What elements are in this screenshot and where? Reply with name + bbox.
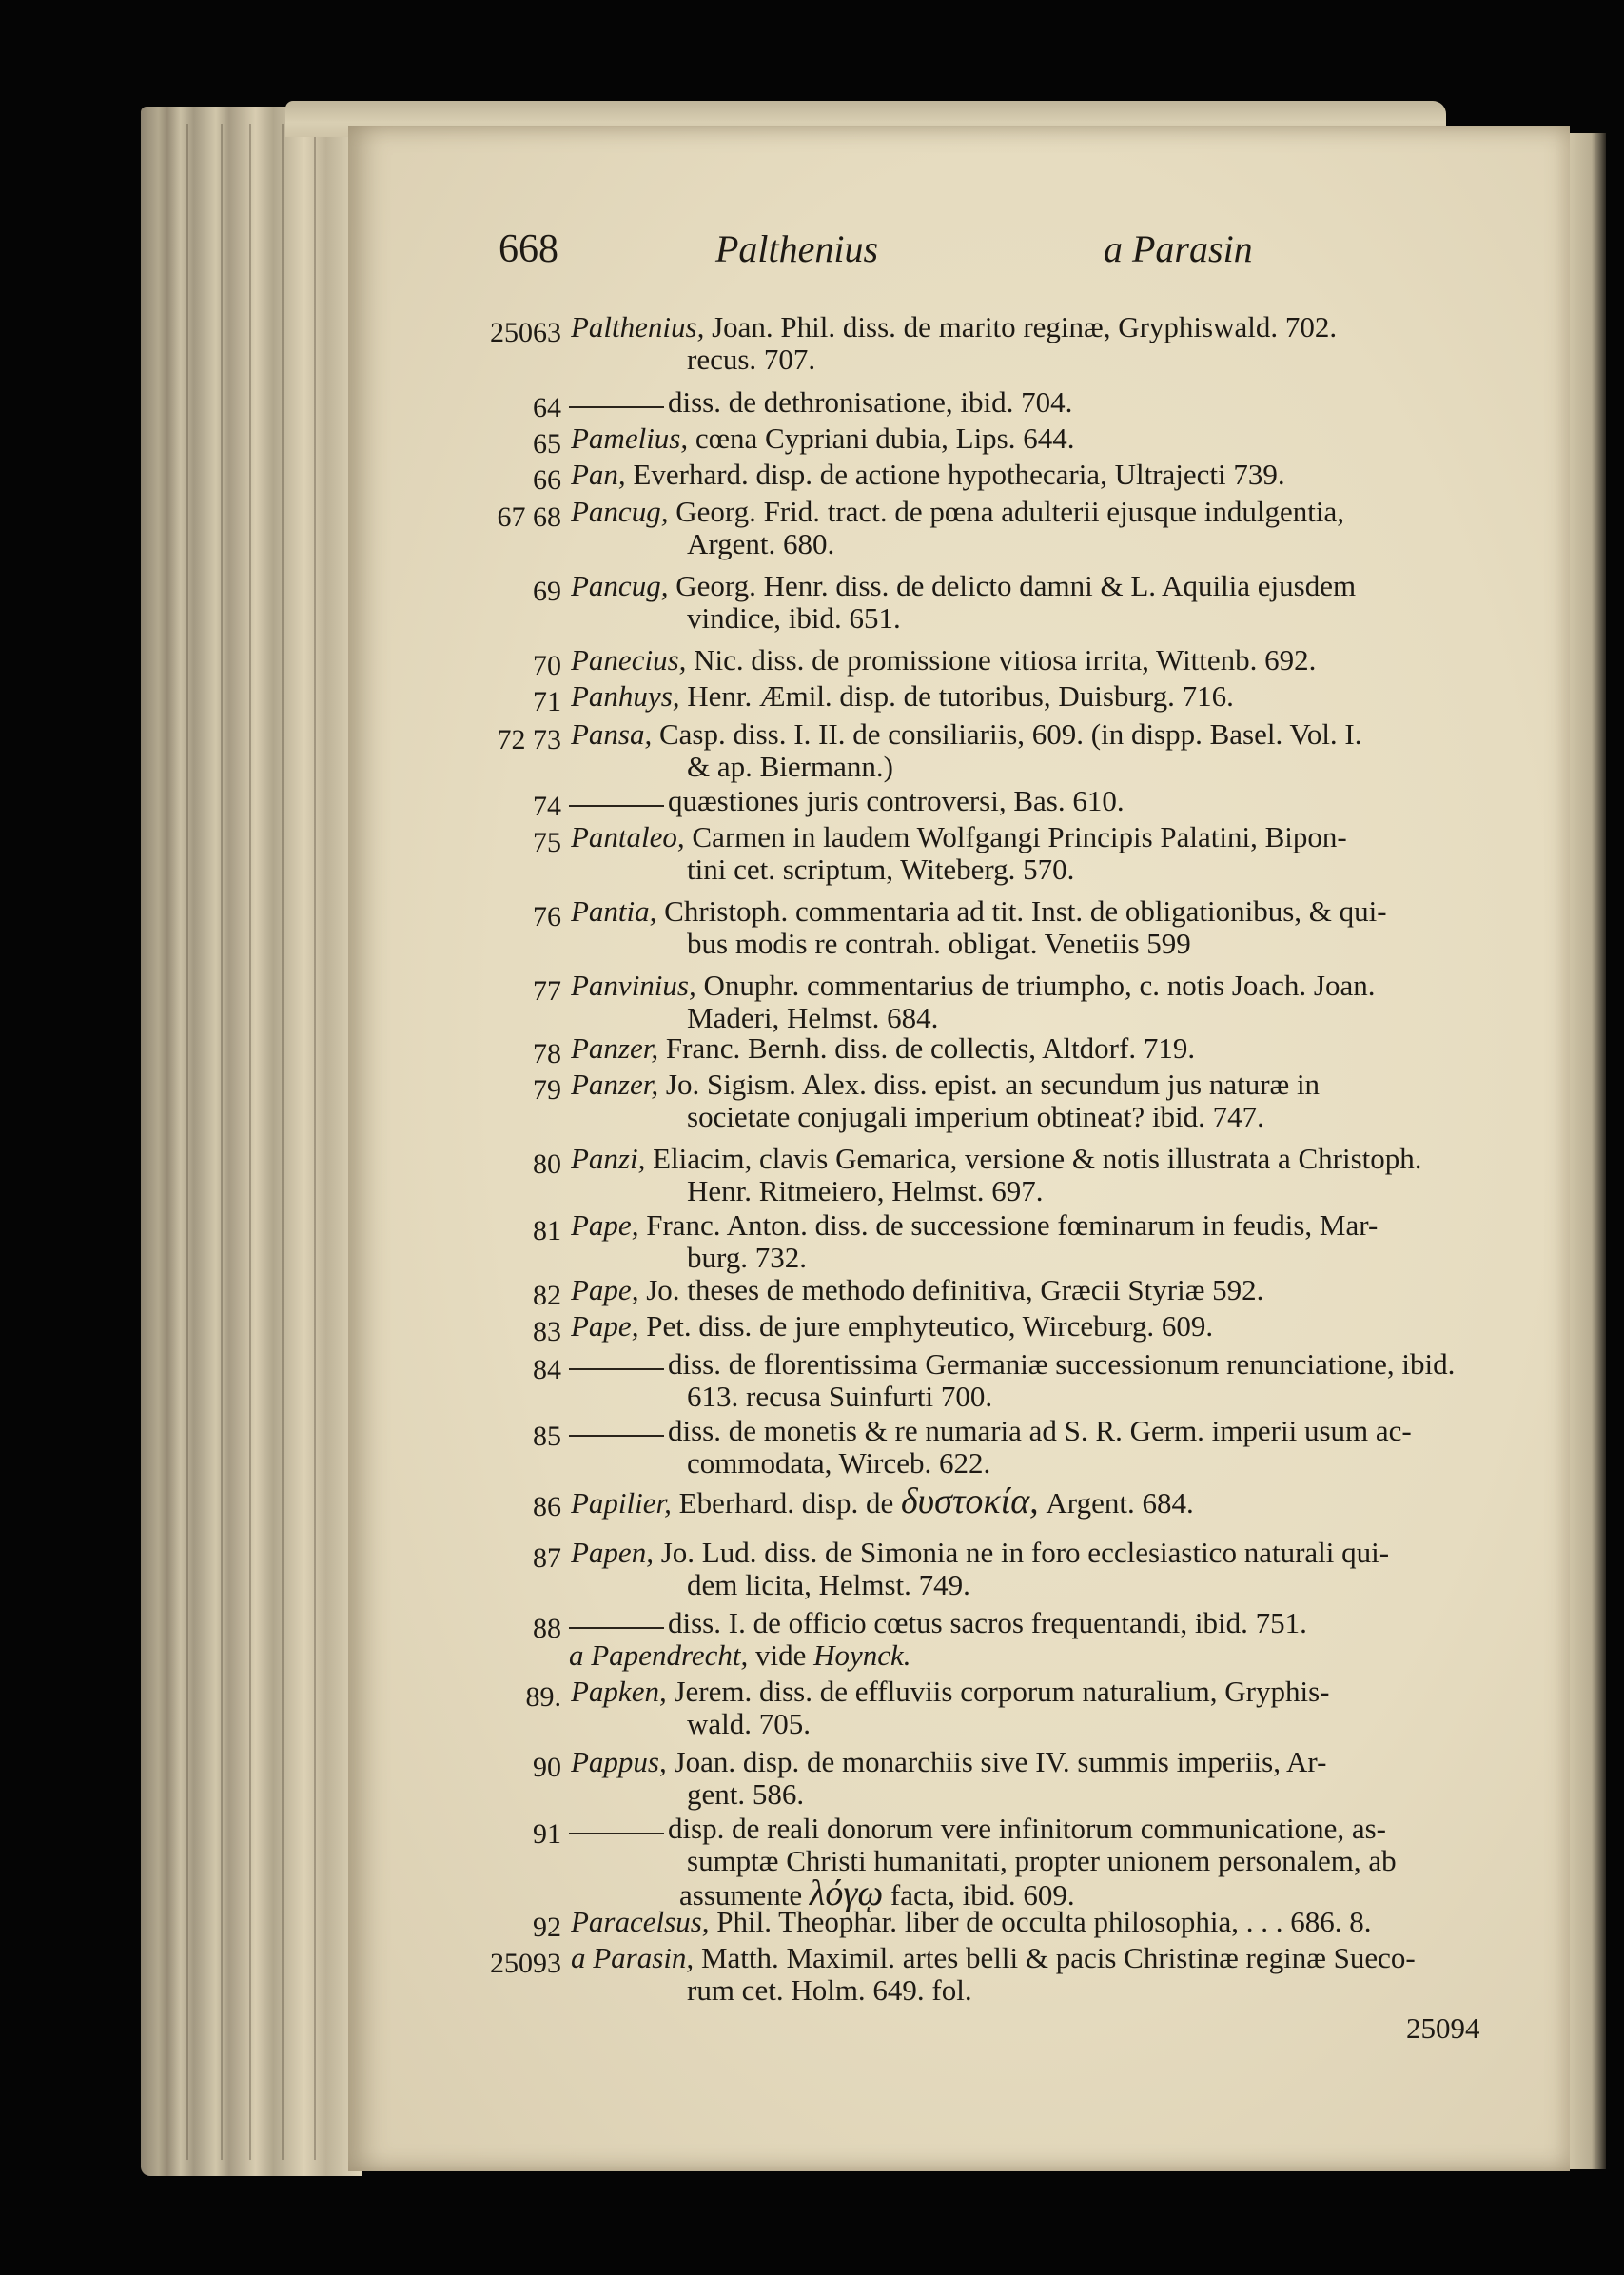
entry-number: 86 [533, 1491, 561, 1522]
entry-line [571, 1142, 1513, 1176]
entry-text: Franc. Bernh. diss. de collectis, Altdorf. 719. [665, 1031, 1196, 1065]
left-catchword: Palthenius [715, 227, 879, 270]
entry-line [687, 1568, 1513, 1602]
entry-line [668, 1347, 1513, 1382]
entry-text: rum cet. Holm. 649. fol. [687, 1973, 972, 2007]
entry-line [571, 1273, 1513, 1307]
entry-text: Henr. Æmil. disp. de tutoribus, Duisburg. 716. [687, 679, 1234, 713]
entry-number: 81 [533, 1215, 561, 1246]
entry-number: 74 [533, 791, 561, 822]
entry-line [571, 1941, 1513, 1975]
author-name: Panvinius, [571, 969, 696, 1002]
entry-line [687, 601, 1513, 636]
footer-catch-number: 25094 [1406, 2011, 1480, 2045]
entry-text: Everhard. disp. de actione hypothecaria, Ultrajecti 739. [633, 458, 1285, 491]
entry-text: Christoph. commentaria ad tit. Inst. de obligationibus, & qui- [664, 894, 1387, 928]
entry-line [687, 1707, 1513, 1741]
entry-text: commodata, Wirceb. 622. [687, 1446, 991, 1480]
entry-text: sumptæ Christi humanitati, propter unionem personalem, ab [687, 1844, 1397, 1877]
entry-line [687, 1446, 1513, 1481]
entry-line [571, 458, 1513, 492]
entry-text: Georg. Henr. diss. de delicto damni & L. Aquilia ejusdem [675, 569, 1357, 602]
greek-word: λόγῳ [809, 1876, 884, 1912]
entry-line [687, 1844, 1513, 1878]
entry-number: 67 68 [497, 501, 561, 533]
entry-text: cœna Cypriani dubia, Lips. 644. [695, 422, 1075, 455]
entry-text: quæstiones juris controversi, Bas. 610. [668, 784, 1125, 817]
author-name: a Parasin, [571, 1941, 695, 1974]
entry-number: 77 [533, 975, 561, 1007]
entry-number: 80 [533, 1148, 561, 1180]
entry-text: disp. de reali donorum vere infinitorum communicatione, as- [668, 1812, 1386, 1845]
entry-text: & ap. Biermann.) [687, 750, 893, 783]
entry-text: bus modis re contrah. obligat. Venetiis 599 [687, 927, 1191, 960]
entry-line [571, 1905, 1513, 1939]
entry-number: 91 [533, 1818, 561, 1850]
entry-text: burg. 732. [687, 1241, 808, 1274]
entry-line [687, 1380, 1513, 1414]
entry-text: Matth. Maximil. artes belli & pacis Christinæ reginæ Sueco- [700, 1941, 1416, 1974]
entry-line [687, 1241, 1513, 1275]
entry-number: 70 [533, 650, 561, 681]
entry-number: 65 [533, 428, 561, 460]
author-name: Pancug, [571, 569, 669, 602]
entry-line [571, 1208, 1513, 1243]
author-name: Pape, [571, 1273, 639, 1306]
entry-text: Eliacim, clavis Gemarica, versione & notis illustrata a Christoph. [653, 1142, 1422, 1175]
entry-text: Maderi, Helmst. 684. [687, 1001, 939, 1034]
entry-number: 89. [525, 1681, 561, 1713]
entry-line [571, 1675, 1513, 1709]
author-name: Papken, [571, 1675, 667, 1708]
entry-number: 72 73 [497, 724, 561, 755]
cross-reference: Hoynck. [813, 1638, 911, 1672]
entry-line [571, 1745, 1513, 1779]
entry-text: vindice, ibid. 651. [687, 601, 901, 635]
entry-number: 83 [533, 1316, 561, 1347]
entry-line [571, 717, 1513, 752]
entry-line [687, 853, 1513, 887]
entry-line [668, 1812, 1513, 1846]
entry-number: 64 [533, 392, 561, 423]
entry-text: Phil. Theophar. liber de occulta philosophia, . . . 686. 8. [716, 1905, 1372, 1938]
author-name: Pape, [571, 1309, 639, 1343]
entry-line [571, 894, 1513, 929]
entry-text: Jo. Lud. diss. de Simonia ne in foro ecclesiastico naturali qui- [660, 1536, 1390, 1569]
entry-line [687, 1777, 1513, 1812]
entry-text: Joan. Phil. diss. de marito reginæ, Gryphiswald. 702. [712, 310, 1338, 343]
entry-number: 79 [533, 1074, 561, 1106]
entry-text: Jo. theses de methodo definitiva, Græcii Styriæ 592. [646, 1273, 1264, 1306]
entry-text: Georg. Frid. tract. de pœna adulterii ejusque indulgentia, [675, 495, 1344, 528]
entry-text: Onuphr. commentarius de triumpho, c. notis Joach. Joan. [703, 969, 1376, 1002]
entry-line [687, 343, 1513, 377]
author-name: Panecius, [571, 643, 687, 677]
entry-number: 84 [533, 1354, 561, 1385]
author-name: Pappus, [571, 1745, 667, 1778]
entry-text: societate conjugali imperium obtineat? ibid. 747. [687, 1100, 1264, 1133]
entry-line [687, 1100, 1513, 1134]
entry-text: Nic. diss. de promissione vitiosa irrita, Wittenb. 692. [694, 643, 1317, 677]
entry-line [571, 643, 1513, 677]
ditto-dash [569, 1435, 664, 1437]
entry-number: 75 [533, 827, 561, 858]
ditto-dash [569, 406, 664, 408]
entry-text: Jo. Sigism. Alex. diss. epist. an secundum jus naturæ in [665, 1068, 1321, 1101]
entry-line [571, 1068, 1513, 1102]
entry-number: 25063 [490, 317, 561, 348]
entry-text: 613. recusa Suinfurti 700. [687, 1380, 993, 1413]
entry-text: Henr. Ritmeiero, Helmst. 697. [687, 1174, 1044, 1207]
author-name: Pansa, [571, 717, 653, 751]
entry-text: diss. de dethronisatione, ibid. 704. [668, 385, 1073, 419]
entry-number: 66 [533, 464, 561, 496]
entry-text: wald. 705. [687, 1707, 812, 1740]
entry-line [687, 750, 1513, 784]
entry-line [668, 784, 1513, 818]
author-name: Pancug, [571, 495, 669, 528]
entry-text: Argent. 684. [1046, 1486, 1194, 1520]
page-number: 668 [499, 227, 558, 271]
entry-text: Franc. Anton. diss. de successione fœminarum in feudis, Mar- [646, 1208, 1379, 1242]
entry-text: vide [755, 1638, 807, 1672]
author-name: a Papendrecht, [569, 1638, 749, 1672]
entry-text: gent. 586. [687, 1777, 805, 1811]
entry-text: Eberhard. disp. de [678, 1486, 894, 1520]
entry-number: 82 [533, 1280, 561, 1311]
author-name: Papilier, [571, 1486, 672, 1520]
entry-text: recus. 707. [687, 343, 816, 376]
author-name: Palthenius, [571, 310, 705, 343]
entry-text: Joan. disp. de monarchiis sive IV. summis imperiis, Ar- [674, 1745, 1327, 1778]
author-name: Pantaleo, [571, 820, 685, 853]
entry-line [687, 1001, 1513, 1035]
entry-line [571, 969, 1513, 1003]
entry-text: diss. de monetis & re numaria ad S. R. Germ. imperii usum ac- [668, 1414, 1412, 1447]
entry-line [571, 679, 1513, 714]
entry-line [668, 385, 1513, 420]
author-name: Panzi, [571, 1142, 646, 1175]
entry-text: facta, ibid. 609. [890, 1878, 1075, 1912]
ditto-dash [569, 1368, 664, 1370]
author-name: Panzer, [571, 1068, 659, 1101]
entry-text: Jerem. diss. de effluviis corporum naturalium, Gryphis- [674, 1675, 1330, 1708]
entry-number: 76 [533, 901, 561, 932]
author-name: Pape, [571, 1208, 639, 1242]
entry-number: 25093 [490, 1948, 561, 1979]
entry-number: 92 [533, 1912, 561, 1943]
entry-number: 88 [533, 1613, 561, 1644]
greek-word: δυστοκία, [900, 1484, 1039, 1520]
entry-text: Casp. diss. I. II. de consiliariis, 609. (in dispp. Basel. Vol. I. [659, 717, 1362, 751]
author-name: Panzer, [571, 1031, 659, 1065]
entry-line [571, 569, 1513, 603]
entry-line [571, 422, 1513, 456]
author-name: Pamelius, [571, 422, 689, 455]
author-name: Papen, [571, 1536, 654, 1569]
entry-line [571, 495, 1513, 529]
entry-line [571, 1031, 1513, 1066]
entry-line [571, 820, 1513, 854]
entry-line [668, 1414, 1513, 1448]
entry-line [687, 527, 1513, 561]
author-name: Pan, [571, 458, 626, 491]
author-name: Panhuys, [571, 679, 680, 713]
entry-line [569, 1638, 1513, 1673]
ditto-dash [569, 1627, 664, 1629]
entry-text: Pet. diss. de jure emphyteutico, Wirceburg. 609. [646, 1309, 1214, 1343]
entry-number: 71 [533, 686, 561, 717]
entry-line [571, 1536, 1513, 1570]
entry-text: Carmen in laudem Wolfgangi Principis Palatini, Bipon- [692, 820, 1347, 853]
entry-number: 69 [533, 576, 561, 607]
entry-line [687, 927, 1513, 961]
entry-number: 90 [533, 1752, 561, 1783]
entry-text: dem licita, Helmst. 749. [687, 1568, 970, 1601]
author-name: Pantia, [571, 894, 657, 928]
entry-line [687, 1174, 1513, 1208]
entry-line [687, 1973, 1513, 2008]
ditto-dash [569, 1833, 664, 1834]
entry-number: 87 [533, 1542, 561, 1574]
entry-line [571, 310, 1513, 344]
entry-text: assumente [679, 1878, 803, 1912]
entry-text: diss. I. de officio cœtus sacros frequentandi, ibid. 751. [668, 1606, 1307, 1639]
entry-text: Argent. 680. [687, 527, 835, 560]
author-name: Paracelsus, [571, 1905, 710, 1938]
entry-text: diss. de florentissima Germaniæ successionum renunciatione, ibid. [668, 1347, 1456, 1381]
entry-line [668, 1606, 1513, 1640]
entry-number: 78 [533, 1038, 561, 1069]
ditto-dash [569, 805, 664, 807]
entry-line [571, 1484, 1513, 1520]
entry-number: 85 [533, 1421, 561, 1452]
entry-line [571, 1309, 1513, 1343]
entry-text: tini cet. scriptum, Witeberg. 570. [687, 853, 1075, 886]
right-catchword: a Parasin [1104, 227, 1253, 270]
